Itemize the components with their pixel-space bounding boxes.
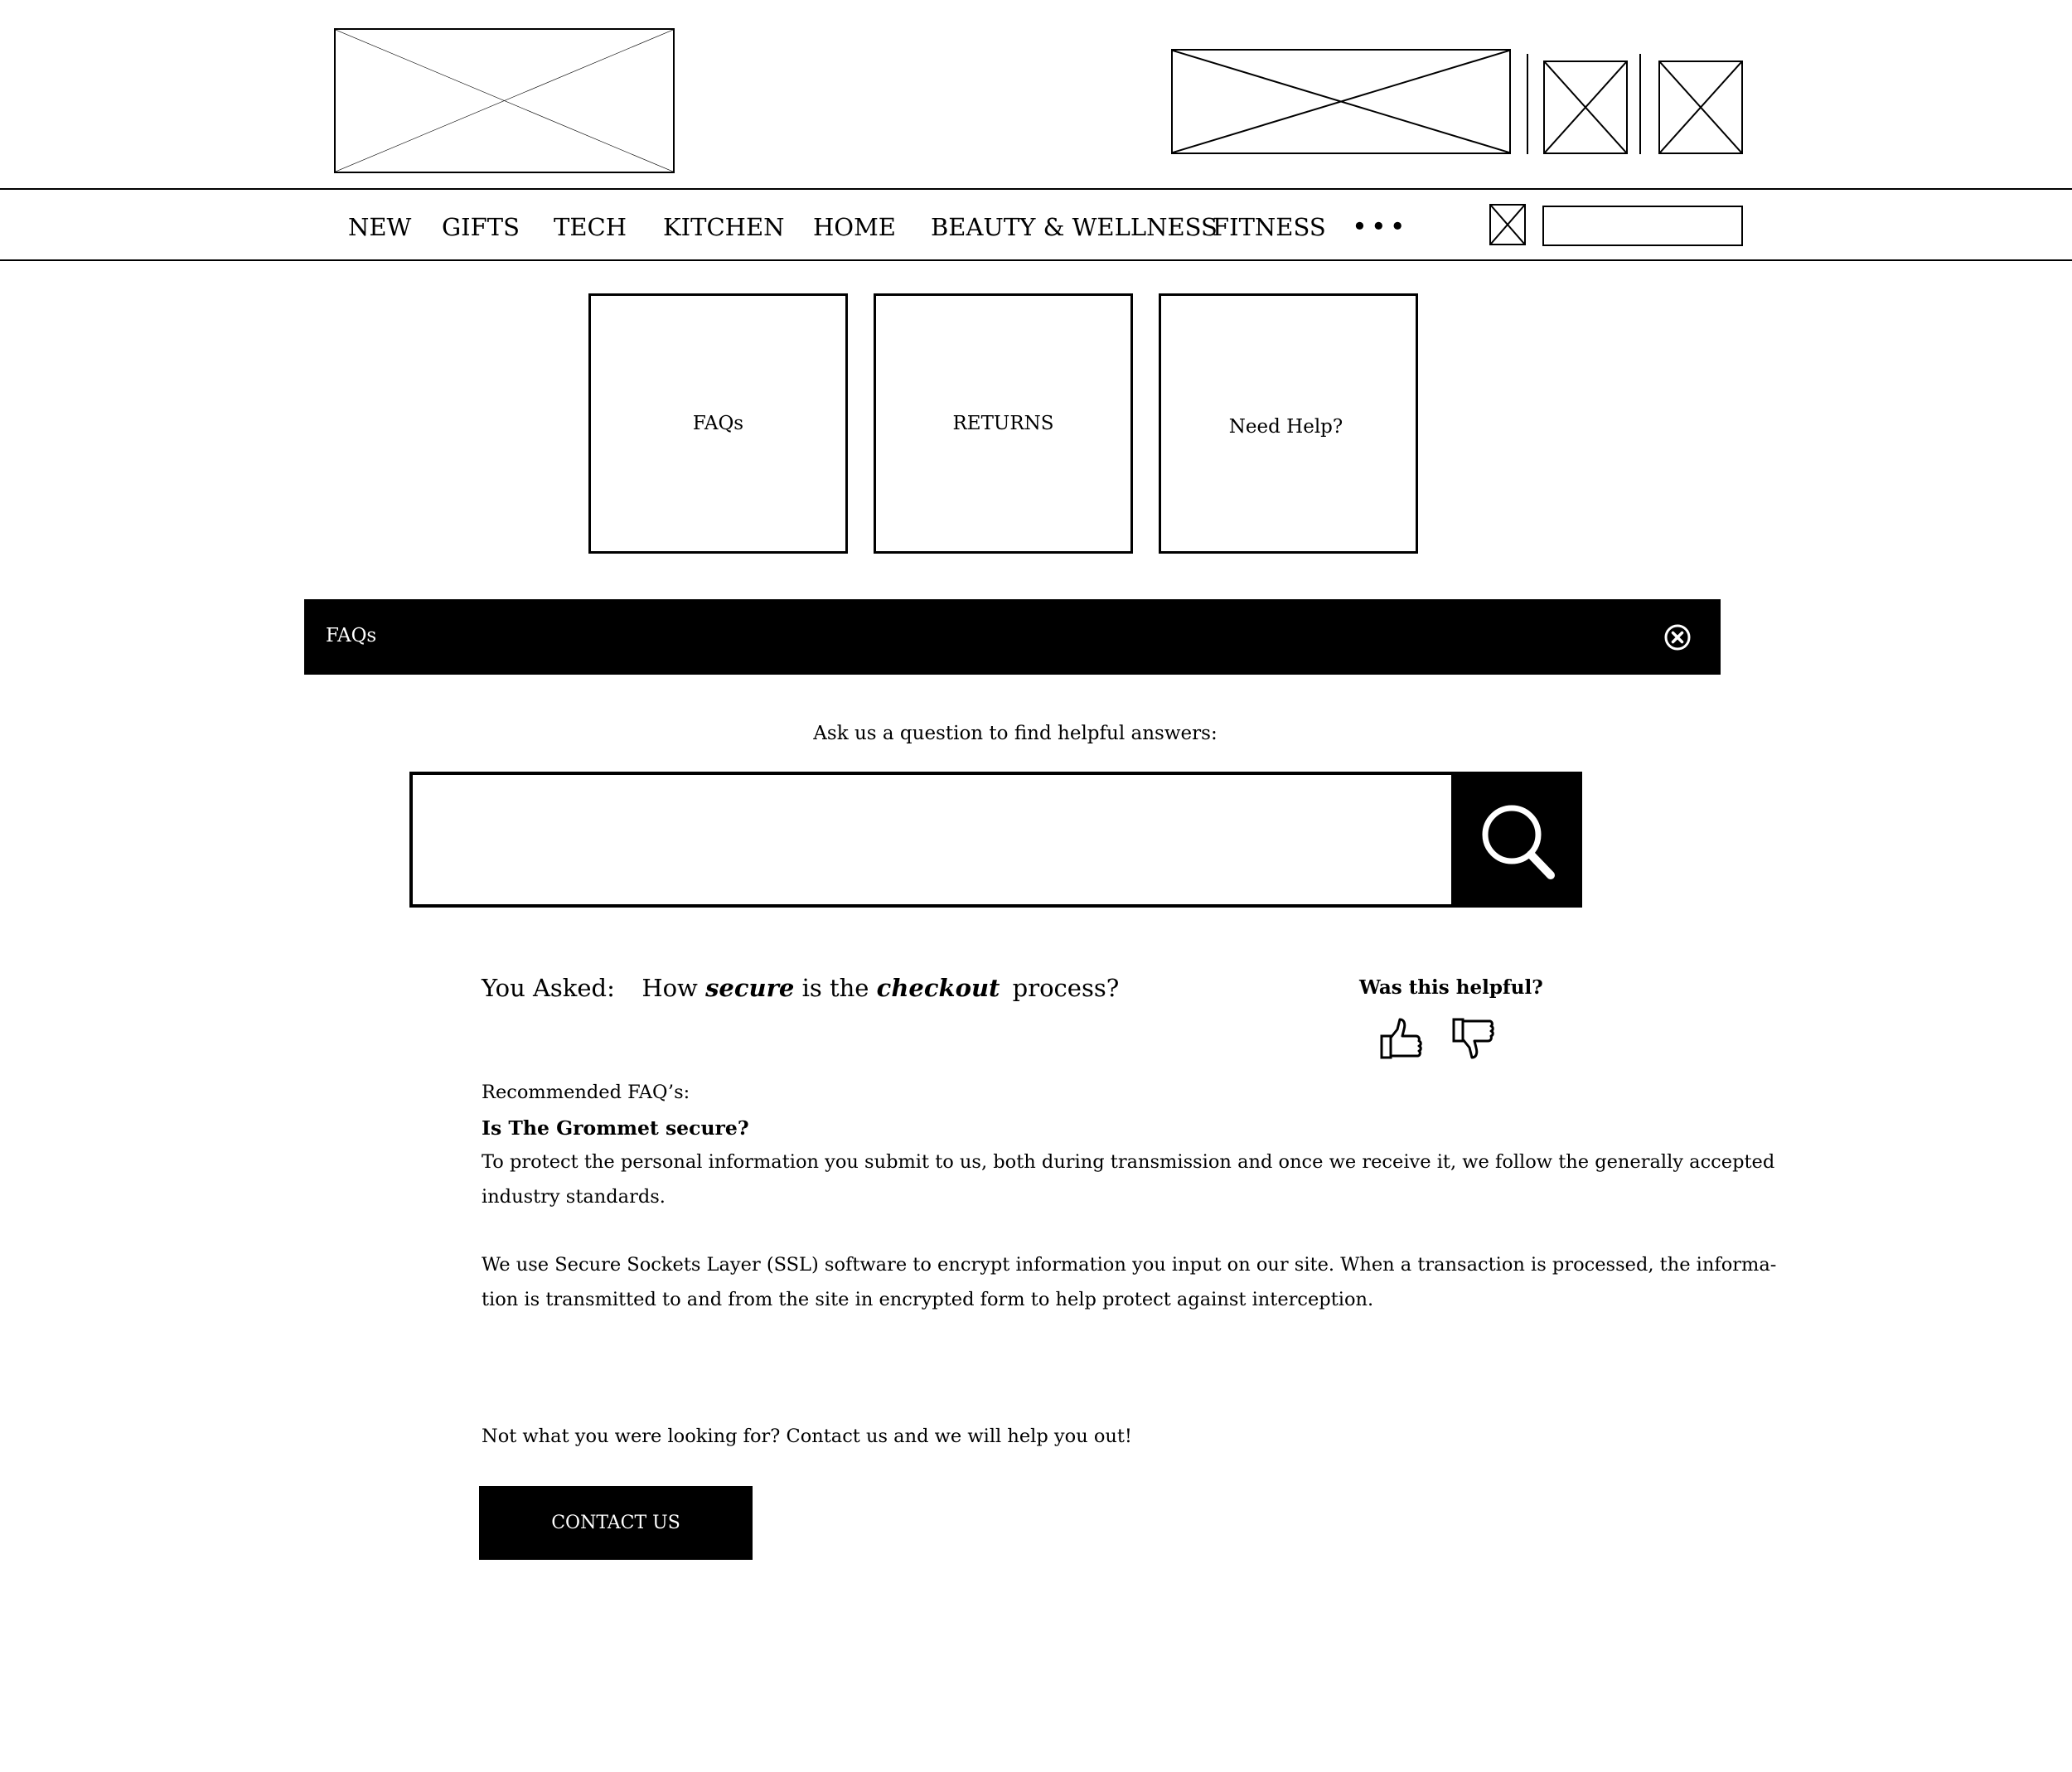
contact-prompt: Not what you were looking for? Contact us and we will help you out! [482,1426,1132,1447]
faqs-card-label: FAQs [692,413,744,434]
search-prompt: Ask us a question to find helpful answers: [813,723,1218,744]
asked-label: You Asked: [482,974,615,1002]
returns-card[interactable] [874,293,1133,554]
nav-search-icon-placeholder[interactable] [1489,204,1526,245]
nav-more-icon[interactable]: ••• [1352,211,1409,242]
nav-item-home[interactable]: HOME [813,213,896,241]
logo-placeholder[interactable] [334,28,675,173]
banner-placeholder[interactable] [1171,49,1511,154]
faq-answer-p1-line2: industry standards. [482,1186,666,1208]
nav-item-new[interactable]: NEW [348,213,412,241]
faq-panel-header [304,599,1721,675]
search-icon [1451,772,1582,908]
nav-item-beauty-wellness[interactable]: BEAUTY & WELLNESS [931,213,1218,241]
cart-icon-placeholder[interactable] [1658,61,1743,154]
need-help-card[interactable] [1159,293,1418,554]
nav-item-tech[interactable]: TECH [554,213,627,241]
asked-how: How [641,974,698,1002]
recommended-label: Recommended FAQ’s: [482,1082,690,1103]
faq-answer-p1-line1: To protect the personal information you submit to us, both during transmission and once we receive it, we follow the generally accepted [482,1151,1775,1173]
helpful-label: Was this helpful? [1359,976,1543,999]
header-divider [1639,54,1641,154]
faq-panel-title: FAQs [326,625,377,646]
header-divider [1527,54,1528,154]
faq-answer-p2-line2: tion is transmitted to and from the site in encrypted form to help protect against interception. [482,1289,1374,1310]
asked-suffix: process? [1012,974,1120,1002]
nav-item-fitness[interactable]: FITNESS [1213,213,1326,241]
nav-item-kitchen[interactable]: KITCHEN [663,213,785,241]
faq-search-input[interactable] [429,775,1460,901]
nav-top-border [0,188,2072,190]
faqs-card[interactable] [588,293,848,554]
nav-item-gifts[interactable]: GIFTS [442,213,520,241]
asked-mid: is the [801,974,869,1002]
close-icon[interactable] [1663,623,1692,651]
thumbs-down-icon[interactable] [1450,1016,1495,1061]
account-icon-placeholder[interactable] [1543,61,1628,154]
contact-us-label: CONTACT US [551,1513,680,1533]
faq-search-field[interactable] [409,772,1582,908]
faq-answer-p2-line1: We use Secure Sockets Layer (SSL) software to encrypt information you input on our site. When a transaction is processed, the informa- [482,1254,1777,1276]
asked-keyword-checkout: checkout [876,974,1000,1002]
faq-heading[interactable]: Is The Grommet secure? [482,1116,749,1140]
thumbs-up-icon[interactable] [1378,1016,1423,1061]
need-help-card-label: Need Help? [1228,416,1343,438]
asked-keyword-secure: secure [705,974,795,1002]
returns-card-label: RETURNS [952,413,1054,434]
search-button[interactable] [1451,772,1582,908]
contact-us-button[interactable] [479,1486,753,1560]
asked-question [482,974,1119,1002]
nav-search-input[interactable] [1542,206,1743,246]
nav-bottom-border [0,259,2072,261]
